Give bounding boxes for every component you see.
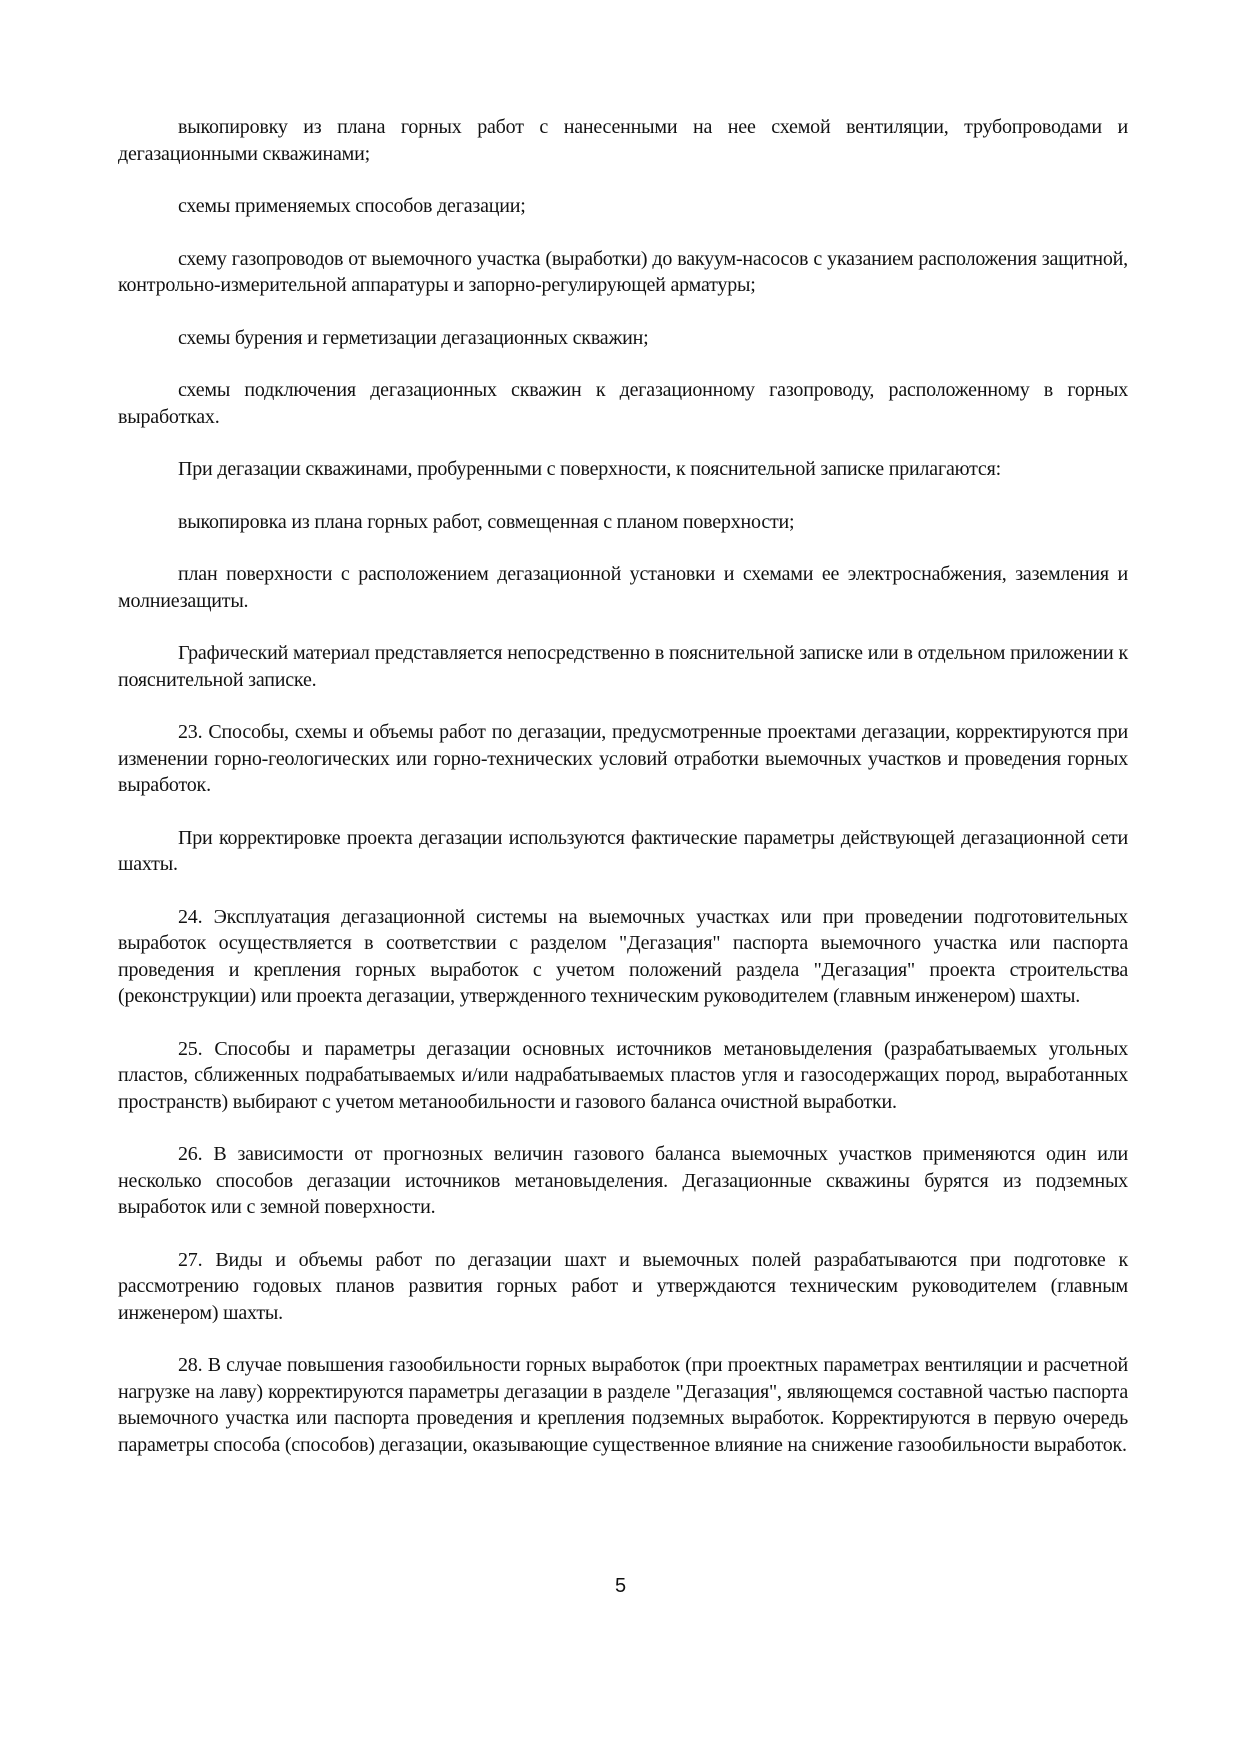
paragraph: 25. Способы и параметры дегазации основных источников метановыделения (разрабатываемых угольных пластов, сближенных подрабатываемых и/или надрабатываемых пластов угля и газосодержащих пород, выработанных пространств) выбирают с учетом метанообильности и газового баланса очистной выработки. xyxy=(118,1037,1128,1113)
paragraph: 28. В случае повышения газообильности горных выработок (при проектных параметрах вентиляции и расчетной нагрузке на лаву) корректируются параметры дегазации в разделе "Дегазация", являющемся составной частью паспорта выемочного участка или паспорта проведения и крепления подземных выработок. Корректируются в первую очередь параметры способа (способов) дегазации, оказывающие существенное влияние на снижение газообильности выработок. xyxy=(118,1354,1128,1456)
paragraph: При корректировке проекта дегазации используются фактические параметры действующей дегазационной сети шахты. xyxy=(118,826,1128,875)
paragraph: план поверхности с расположением дегазационной установки и схемами ее электроснабжения, заземления и молниезащиты. xyxy=(118,563,1128,612)
paragraph: выкопировка из плана горных работ, совмещенная с планом поверхности; xyxy=(178,510,795,533)
paragraph: схемы бурения и герметизации дегазационных скважин; xyxy=(178,326,649,349)
paragraph: При дегазации скважинами, пробуренными с поверхности, к пояснительной записке прилагаются: xyxy=(178,458,1001,480)
page-number: 5 xyxy=(614,1575,627,1597)
paragraph: Графический материал представляется непосредственно в пояснительной записке или в отдельном приложении к пояснительной записке. xyxy=(118,642,1128,691)
paragraph: 27. Виды и объемы работ по дегазации шахт и выемочных полей разрабатываются при подготовке к рассмотрению годовых планов развития горных работ и утверждаются техническим руководителем (главным инженером) шахты. xyxy=(118,1248,1128,1324)
document-page xyxy=(118,114,1128,1484)
paragraph: схемы применяемых способов дегазации; xyxy=(178,195,526,217)
paragraph: 24. Эксплуатация дегазационной системы на выемочных участках или при проведении подготовительных выработок осуществляется в соответствии с разделом "Дегазация" паспорта выемочного участка или паспорта проведения и крепления горных выработок с учетом положений раздела "Дегазация" проекта строительства (реконструкции) или проекта дегазации, утвержденного техническим руководителем (главным инженером) шахты. xyxy=(118,905,1128,1007)
paragraph: 23. Способы, схемы и объемы работ по дегазации, предусмотренные проектами дегазации, корректируются при изменении горно-геологических или горно-технических условий отработки выемочных участков и проведения горных выработок. xyxy=(118,721,1128,796)
paragraph: схемы подключения дегазационных скважин к дегазационному газопроводу, расположенному в горных выработках. xyxy=(118,379,1128,428)
paragraph: выкопировку из плана горных работ с нанесенными на нее схемой вентиляции, трубопроводами и дегазационными скважинами; xyxy=(118,116,1128,165)
paragraph: 26. В зависимости от прогнозных величин газового баланса выемочных участков применяются один или несколько способов дегазации источников метановыделения. Дегазационные скважины бурятся из подземных выработок или с земной поверхности. xyxy=(118,1143,1128,1218)
paragraph: схему газопроводов от выемочного участка (выработки) до вакуум-насосов с указанием расположения защитной, контрольно-измерительной аппаратуры и запорно-регулирующей арматуры; xyxy=(118,247,1128,296)
